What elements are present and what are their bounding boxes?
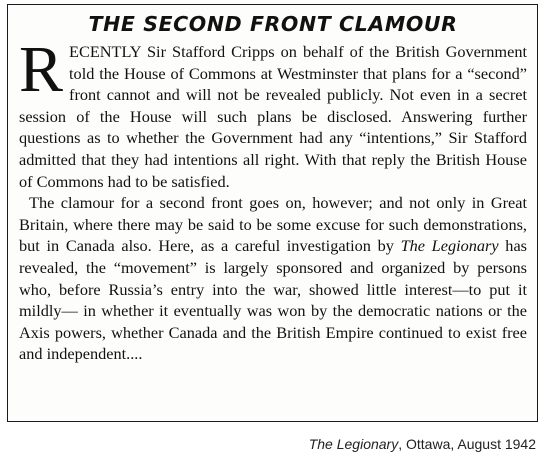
article-paragraph-1 xyxy=(19,33,527,192)
paragraph-1-text: ECENTLY Sir Stafford Cripps on behalf of the British Government told the House of Commons at Westminster that plans for a “second” front cannot and will not be revealed publicly. Not even in a secret session of the House will such plans be disclosed. Answering further questions as to whether the Government had any “intentions,” Sir Stafford admitted that they had intentions all right. With that reply the British House of Commons had to be satisfied. xyxy=(19,42,527,191)
source-caption xyxy=(309,436,536,452)
article-paragraph-2 xyxy=(19,192,527,365)
drop-cap: R xyxy=(19,33,64,106)
source-details: , Ottawa, August 1942 xyxy=(398,436,536,452)
paragraph-2-text-after: has revealed, the “movement” is largely sponsored and organized by persons who, before Russia’s entry into the war, showed little interest—to put it mildly— in whether it eventually was won by the democratic nations or the Axis powers, whether Canada and the British Empire continued to exist free and independent.... xyxy=(19,236,528,364)
article-headline: THE SECOND FRONT CLAMOUR xyxy=(88,12,458,36)
newspaper-clipping xyxy=(7,4,538,422)
paragraph-2-publication: The Legionary xyxy=(400,236,499,256)
paragraph-2-text-before: The clamour for a second front goes on, however; and not only in Great Britain, where there may be said to be some excuse for such demonstrations, but in Canada also. Here, as a careful investigation by xyxy=(19,193,527,256)
source-publication: The Legionary xyxy=(308,436,399,452)
